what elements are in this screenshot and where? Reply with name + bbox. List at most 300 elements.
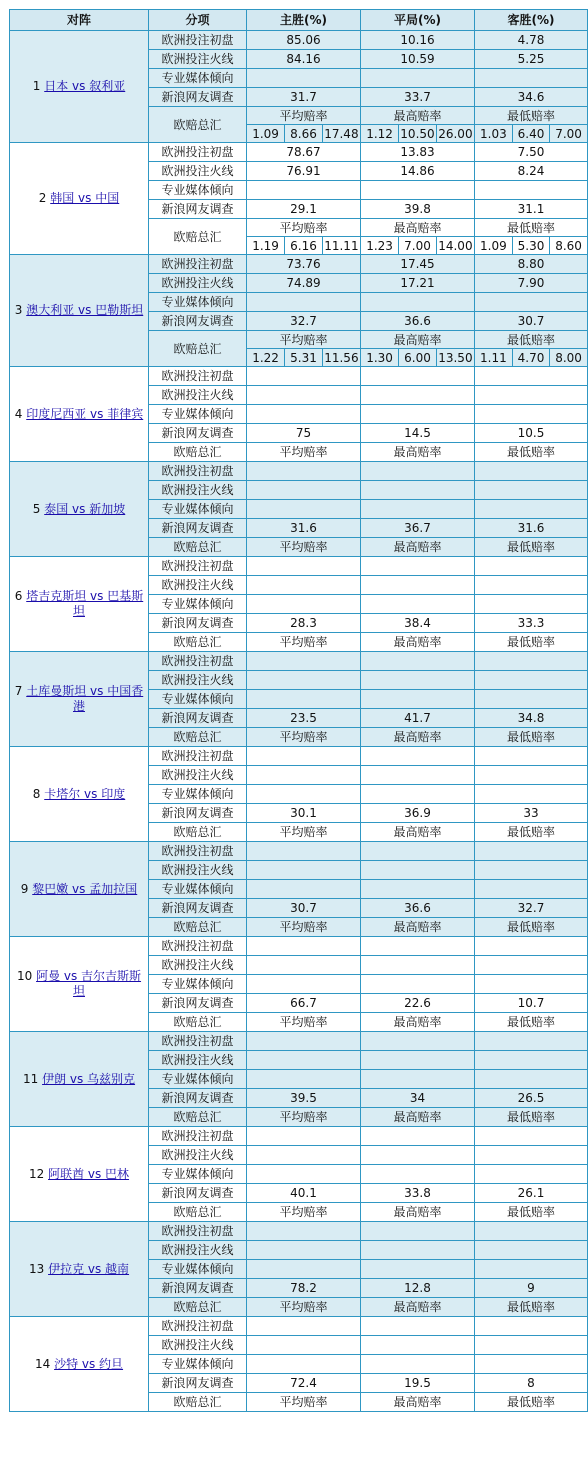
row-label-media: 专业媒体倾向 xyxy=(149,975,247,994)
summary-header-max: 最高赔率 xyxy=(361,538,475,557)
match-cell xyxy=(10,1222,149,1317)
row-label-hot: 欧洲投注火线 xyxy=(149,386,247,405)
initial-draw-value xyxy=(361,842,475,861)
media-draw-value xyxy=(361,500,475,519)
table-row xyxy=(10,652,588,671)
hot-away-value xyxy=(475,576,588,595)
media-home-value xyxy=(247,293,361,312)
odds-avg-value: 11.56 xyxy=(324,350,359,365)
table-row xyxy=(10,1032,588,1051)
match-number: 6 xyxy=(14,589,23,603)
media-away-value xyxy=(475,975,588,994)
sina-draw-value: 36.6 xyxy=(361,899,475,918)
header-away: 客胜(%) xyxy=(475,10,588,31)
media-home-value xyxy=(247,1165,361,1184)
sina-home-value: 30.1 xyxy=(247,804,361,823)
row-label-initial: 欧洲投注初盘 xyxy=(149,1317,247,1336)
odds-max-value: 14.00 xyxy=(438,238,473,253)
initial-away-value xyxy=(475,1317,588,1336)
odds-min-value: 1.09 xyxy=(475,237,512,255)
row-label-initial: 欧洲投注初盘 xyxy=(149,842,247,861)
media-home-value xyxy=(247,69,361,88)
media-draw-value xyxy=(361,405,475,424)
sina-home-value: 31.6 xyxy=(247,519,361,538)
sina-home-value: 66.7 xyxy=(247,994,361,1013)
odds-max-value: 10.50 xyxy=(400,126,435,141)
initial-home-value xyxy=(247,937,361,956)
row-label-summary: 欧赔总汇 xyxy=(149,1298,247,1317)
summary-header-max: 最高赔率 xyxy=(361,1013,475,1032)
hot-home-value: 76.91 xyxy=(247,162,361,181)
row-label-sina: 新浪网友调查 xyxy=(149,200,247,219)
row-label-hot: 欧洲投注火线 xyxy=(149,481,247,500)
match-link[interactable]: 塔吉克斯坦 vs 巴基斯坦 xyxy=(26,589,144,618)
hot-draw-value xyxy=(361,1146,475,1165)
table-row xyxy=(10,747,588,766)
media-away-value xyxy=(475,785,588,804)
summary-header-avg: 平均赔率 xyxy=(247,1108,361,1127)
table-row xyxy=(10,462,588,481)
initial-away-value xyxy=(475,462,588,481)
odds-avg-value: 11.11 xyxy=(324,238,359,253)
summary-header-max: 最高赔率 xyxy=(361,918,475,937)
media-away-value xyxy=(475,181,588,200)
hot-draw-value: 14.86 xyxy=(361,162,475,181)
summary-header-min: 最低赔率 xyxy=(475,1013,588,1032)
summary-values-row xyxy=(475,125,587,143)
sina-draw-value: 39.8 xyxy=(361,200,475,219)
hot-home-value xyxy=(247,1336,361,1355)
match-group xyxy=(10,1317,588,1412)
table-row xyxy=(10,255,588,274)
match-link[interactable]: 印度尼西亚 vs 菲律宾 xyxy=(26,406,144,421)
sina-draw-value: 19.5 xyxy=(361,1374,475,1393)
summary-header-avg: 平均赔率 xyxy=(247,1298,361,1317)
row-label-hot: 欧洲投注火线 xyxy=(149,1241,247,1260)
hot-home-value xyxy=(247,766,361,785)
initial-away-value: 8.80 xyxy=(475,255,588,274)
summary-header-max: 最高赔率 xyxy=(361,823,475,842)
initial-away-value xyxy=(475,367,588,386)
summary-min-group xyxy=(475,107,588,143)
summary-header-max: 最高赔率 xyxy=(361,107,474,125)
sina-draw-value: 36.7 xyxy=(361,519,475,538)
sina-home-value: 32.7 xyxy=(247,312,361,331)
match-cell xyxy=(10,31,149,143)
sina-draw-value: 33.8 xyxy=(361,1184,475,1203)
match-number: 14 xyxy=(34,1356,51,1371)
match-cell xyxy=(10,557,149,652)
sina-home-value: 39.5 xyxy=(247,1089,361,1108)
summary-header-min: 最低赔率 xyxy=(475,443,588,462)
match-link[interactable]: 日本 vs 叙利亚 xyxy=(44,79,126,93)
sina-draw-value: 38.4 xyxy=(361,614,475,633)
media-home-value xyxy=(247,405,361,424)
hot-away-value: 7.90 xyxy=(475,274,588,293)
media-away-value xyxy=(475,69,588,88)
summary-values-row xyxy=(361,125,474,143)
match-link[interactable]: 黎巴嫩 vs 孟加拉国 xyxy=(32,881,138,896)
row-label-initial: 欧洲投注初盘 xyxy=(149,255,247,274)
initial-draw-value: 10.16 xyxy=(361,31,475,50)
media-away-value xyxy=(475,293,588,312)
summary-min-table xyxy=(475,219,587,254)
media-draw-value xyxy=(361,880,475,899)
initial-home-value xyxy=(247,747,361,766)
initial-away-value xyxy=(475,652,588,671)
hot-home-value xyxy=(247,1146,361,1165)
row-label-initial: 欧洲投注初盘 xyxy=(149,652,247,671)
match-group xyxy=(10,937,588,1032)
initial-draw-value xyxy=(361,1032,475,1051)
initial-home-value: 73.76 xyxy=(247,255,361,274)
row-label-summary: 欧赔总汇 xyxy=(149,107,247,143)
media-away-value xyxy=(475,405,588,424)
summary-header-min: 最低赔率 xyxy=(475,823,588,842)
odds-min-value: 8.00 xyxy=(555,350,582,365)
summary-header-max: 最高赔率 xyxy=(361,728,475,747)
match-number: 5 xyxy=(32,501,41,516)
media-home-value xyxy=(247,785,361,804)
match-link[interactable]: 阿曼 vs 吉尔吉斯斯坦 xyxy=(36,969,142,998)
row-label-sina: 新浪网友调查 xyxy=(149,1279,247,1298)
match-link[interactable]: 沙特 vs 约旦 xyxy=(54,1356,124,1371)
match-cell xyxy=(10,747,149,842)
match-number: 12 xyxy=(28,1166,45,1181)
hot-home-value xyxy=(247,861,361,880)
odds-avg-value: 6.16 xyxy=(285,237,323,255)
summary-header-max: 最高赔率 xyxy=(361,1203,475,1222)
media-home-value xyxy=(247,595,361,614)
summary-max-table xyxy=(361,107,474,142)
odds-min-value: 4.70 xyxy=(512,349,549,367)
summary-header-max: 最高赔率 xyxy=(361,1108,475,1127)
hot-draw-value xyxy=(361,1241,475,1260)
match-number: 11 xyxy=(22,1071,39,1086)
hot-draw-value: 17.21 xyxy=(361,274,475,293)
hot-home-value xyxy=(247,386,361,405)
summary-min-group xyxy=(475,219,588,255)
row-label-hot: 欧洲投注火线 xyxy=(149,956,247,975)
hot-away-value: 5.25 xyxy=(475,50,588,69)
hot-draw-value xyxy=(361,1336,475,1355)
row-label-sina: 新浪网友调查 xyxy=(149,424,247,443)
row-label-sina: 新浪网友调查 xyxy=(149,709,247,728)
hot-draw-value xyxy=(361,766,475,785)
summary-header-avg: 平均赔率 xyxy=(247,443,361,462)
odds-max-value: 26.00 xyxy=(438,126,473,141)
row-label-sina: 新浪网友调查 xyxy=(149,614,247,633)
row-label-media: 专业媒体倾向 xyxy=(149,181,247,200)
summary-max-group xyxy=(361,331,475,367)
summary-max-table xyxy=(361,331,474,366)
row-label-hot: 欧洲投注火线 xyxy=(149,274,247,293)
summary-values-row xyxy=(247,125,360,143)
summary-values-row xyxy=(361,349,474,367)
hot-home-value: 84.16 xyxy=(247,50,361,69)
summary-header-max: 最高赔率 xyxy=(361,1298,475,1317)
media-away-value xyxy=(475,690,588,709)
odds-min-value: 5.30 xyxy=(512,237,549,255)
row-label-summary: 欧赔总汇 xyxy=(149,219,247,255)
initial-draw-value xyxy=(361,1127,475,1146)
initial-away-value xyxy=(475,842,588,861)
row-label-media: 专业媒体倾向 xyxy=(149,690,247,709)
row-label-sina: 新浪网友调查 xyxy=(149,1089,247,1108)
summary-header-max: 最高赔率 xyxy=(361,1393,475,1412)
row-label-summary: 欧赔总汇 xyxy=(149,443,247,462)
match-link[interactable]: 韩国 vs 中国 xyxy=(50,191,120,205)
media-draw-value xyxy=(361,293,475,312)
media-home-value xyxy=(247,1070,361,1089)
initial-draw-value xyxy=(361,1317,475,1336)
summary-max-group xyxy=(361,107,475,143)
summary-header-min: 最低赔率 xyxy=(475,1203,588,1222)
media-away-value xyxy=(475,595,588,614)
media-draw-value xyxy=(361,785,475,804)
media-away-value xyxy=(475,1165,588,1184)
row-label-hot: 欧洲投注火线 xyxy=(149,162,247,181)
sina-home-value: 29.1 xyxy=(247,200,361,219)
media-draw-value xyxy=(361,975,475,994)
row-label-initial: 欧洲投注初盘 xyxy=(149,747,247,766)
odds-min-value: 6.40 xyxy=(512,125,549,143)
row-label-summary: 欧赔总汇 xyxy=(149,823,247,842)
match-group xyxy=(10,842,588,937)
odds-avg-value: 1.09 xyxy=(247,125,285,143)
summary-header-min: 最低赔率 xyxy=(475,107,587,125)
initial-away-value: 4.78 xyxy=(475,31,588,50)
sina-away-value: 31.1 xyxy=(475,200,588,219)
row-label-hot: 欧洲投注火线 xyxy=(149,1146,247,1165)
summary-max-table xyxy=(361,219,474,254)
row-label-media: 专业媒体倾向 xyxy=(149,880,247,899)
table-row xyxy=(10,31,588,50)
hot-draw-value: 10.59 xyxy=(361,50,475,69)
summary-header-min: 最低赔率 xyxy=(475,1393,588,1412)
match-number: 2 xyxy=(38,191,47,205)
match-link[interactable]: 伊朗 vs 乌兹别克 xyxy=(42,1071,136,1086)
match-link[interactable]: 澳大利亚 vs 巴勒斯坦 xyxy=(26,303,144,317)
table-row xyxy=(10,1127,588,1146)
summary-min-table xyxy=(475,331,587,366)
row-label-sina: 新浪网友调查 xyxy=(149,88,247,107)
initial-home-value xyxy=(247,652,361,671)
summary-header-avg: 平均赔率 xyxy=(247,1203,361,1222)
match-group xyxy=(10,652,588,747)
initial-draw-value xyxy=(361,652,475,671)
match-group xyxy=(10,462,588,557)
media-home-value xyxy=(247,690,361,709)
match-cell xyxy=(10,367,149,462)
hot-home-value xyxy=(247,481,361,500)
sina-away-value: 32.7 xyxy=(475,899,588,918)
media-draw-value xyxy=(361,690,475,709)
initial-away-value xyxy=(475,1032,588,1051)
match-link[interactable]: 伊拉克 vs 越南 xyxy=(48,1261,130,1276)
initial-draw-value xyxy=(361,462,475,481)
table-row xyxy=(10,937,588,956)
summary-header-row xyxy=(247,219,360,237)
summary-header-max: 最高赔率 xyxy=(361,331,474,349)
row-label-initial: 欧洲投注初盘 xyxy=(149,937,247,956)
summary-header-row xyxy=(475,331,587,349)
sina-away-value: 10.5 xyxy=(475,424,588,443)
match-link[interactable]: 泰国 vs 新加坡 xyxy=(44,501,126,516)
summary-header-avg: 平均赔率 xyxy=(247,1393,361,1412)
row-label-hot: 欧洲投注火线 xyxy=(149,1336,247,1355)
match-cell xyxy=(10,1032,149,1127)
hot-away-value xyxy=(475,956,588,975)
initial-home-value xyxy=(247,462,361,481)
header-home: 主胜(%) xyxy=(247,10,361,31)
summary-values-row xyxy=(361,237,474,255)
odds-table xyxy=(9,9,588,1412)
summary-header-avg: 平均赔率 xyxy=(247,728,361,747)
odds-avg-value: 17.48 xyxy=(324,126,359,141)
summary-avg-group xyxy=(247,331,361,367)
sina-draw-value: 41.7 xyxy=(361,709,475,728)
match-group xyxy=(10,143,588,255)
row-label-media: 专业媒体倾向 xyxy=(149,1070,247,1089)
summary-header-row xyxy=(247,331,360,349)
initial-draw-value xyxy=(361,1222,475,1241)
media-draw-value xyxy=(361,1355,475,1374)
sina-home-value: 30.7 xyxy=(247,899,361,918)
row-label-hot: 欧洲投注火线 xyxy=(149,861,247,880)
row-label-sina: 新浪网友调查 xyxy=(149,804,247,823)
summary-header-row xyxy=(361,331,474,349)
summary-header-min: 最低赔率 xyxy=(475,633,588,652)
initial-draw-value xyxy=(361,557,475,576)
row-label-hot: 欧洲投注火线 xyxy=(149,766,247,785)
summary-max-group xyxy=(361,219,475,255)
row-label-summary: 欧赔总汇 xyxy=(149,918,247,937)
summary-avg-table xyxy=(247,331,360,366)
summary-values-row xyxy=(475,237,587,255)
match-number: 3 xyxy=(14,303,23,317)
sina-draw-value: 33.7 xyxy=(361,88,475,107)
sina-away-value: 31.6 xyxy=(475,519,588,538)
odds-max-value: 13.50 xyxy=(438,350,473,365)
initial-away-value xyxy=(475,1222,588,1241)
match-group xyxy=(10,1222,588,1317)
hot-away-value xyxy=(475,386,588,405)
odds-max-value: 1.30 xyxy=(361,349,399,367)
initial-home-value xyxy=(247,1317,361,1336)
row-label-media: 专业媒体倾向 xyxy=(149,69,247,88)
match-number: 4 xyxy=(14,406,23,421)
summary-header-row xyxy=(247,107,360,125)
sina-away-value: 34.8 xyxy=(475,709,588,728)
sina-home-value: 78.2 xyxy=(247,1279,361,1298)
media-away-value xyxy=(475,880,588,899)
header-match: 对阵 xyxy=(10,10,149,31)
match-cell xyxy=(10,1127,149,1222)
match-group xyxy=(10,31,588,143)
match-link[interactable]: 卡塔尔 vs 印度 xyxy=(44,786,126,801)
initial-home-value: 85.06 xyxy=(247,31,361,50)
initial-away-value xyxy=(475,557,588,576)
media-draw-value xyxy=(361,181,475,200)
match-group xyxy=(10,255,588,367)
sina-draw-value: 14.5 xyxy=(361,424,475,443)
row-label-sina: 新浪网友调查 xyxy=(149,1374,247,1393)
row-label-summary: 欧赔总汇 xyxy=(149,538,247,557)
row-label-media: 专业媒体倾向 xyxy=(149,1355,247,1374)
odds-min-value: 7.00 xyxy=(555,126,582,141)
summary-header-avg: 平均赔率 xyxy=(247,538,361,557)
odds-max-value: 7.00 xyxy=(399,237,437,255)
summary-min-group xyxy=(475,331,588,367)
initial-home-value xyxy=(247,1032,361,1051)
header-row xyxy=(10,10,588,31)
sina-draw-value: 36.9 xyxy=(361,804,475,823)
initial-draw-value xyxy=(361,747,475,766)
initial-home-value: 78.67 xyxy=(247,143,361,162)
media-draw-value xyxy=(361,1260,475,1279)
summary-header-max: 最高赔率 xyxy=(361,633,475,652)
row-label-media: 专业媒体倾向 xyxy=(149,785,247,804)
row-label-sina: 新浪网友调查 xyxy=(149,1184,247,1203)
hot-draw-value xyxy=(361,386,475,405)
header-item: 分项 xyxy=(149,10,247,31)
media-home-value xyxy=(247,181,361,200)
initial-draw-value xyxy=(361,937,475,956)
media-away-value xyxy=(475,500,588,519)
row-label-hot: 欧洲投注火线 xyxy=(149,50,247,69)
match-number: 1 xyxy=(32,79,41,93)
summary-header-avg: 平均赔率 xyxy=(247,107,360,125)
odds-min-value: 1.11 xyxy=(475,349,512,367)
row-label-media: 专业媒体倾向 xyxy=(149,1165,247,1184)
row-label-hot: 欧洲投注火线 xyxy=(149,576,247,595)
initial-home-value xyxy=(247,367,361,386)
media-home-value xyxy=(247,975,361,994)
summary-header-row xyxy=(475,107,587,125)
row-label-initial: 欧洲投注初盘 xyxy=(149,31,247,50)
sina-home-value: 75 xyxy=(247,424,361,443)
sina-home-value: 31.7 xyxy=(247,88,361,107)
summary-header-row xyxy=(475,219,587,237)
media-home-value xyxy=(247,1260,361,1279)
odds-avg-value: 8.66 xyxy=(285,125,323,143)
summary-header-min: 最低赔率 xyxy=(475,538,588,557)
match-group xyxy=(10,1127,588,1222)
match-link[interactable]: 阿联酋 vs 巴林 xyxy=(48,1166,130,1181)
match-link[interactable]: 土库曼斯坦 vs 中国香港 xyxy=(26,684,144,713)
hot-away-value xyxy=(475,671,588,690)
match-cell xyxy=(10,143,149,255)
summary-header-min: 最低赔率 xyxy=(475,728,588,747)
hot-draw-value xyxy=(361,576,475,595)
summary-header-max: 最高赔率 xyxy=(361,219,474,237)
row-label-media: 专业媒体倾向 xyxy=(149,405,247,424)
sina-away-value: 30.7 xyxy=(475,312,588,331)
odds-min-value: 1.03 xyxy=(475,125,512,143)
hot-away-value xyxy=(475,1146,588,1165)
summary-header-avg: 平均赔率 xyxy=(247,331,360,349)
table-row xyxy=(10,842,588,861)
initial-draw-value: 13.83 xyxy=(361,143,475,162)
media-draw-value xyxy=(361,69,475,88)
hot-draw-value xyxy=(361,861,475,880)
row-label-sina: 新浪网友调查 xyxy=(149,994,247,1013)
sina-home-value: 40.1 xyxy=(247,1184,361,1203)
hot-away-value xyxy=(475,1241,588,1260)
match-number: 13 xyxy=(28,1261,45,1276)
hot-away-value xyxy=(475,1051,588,1070)
